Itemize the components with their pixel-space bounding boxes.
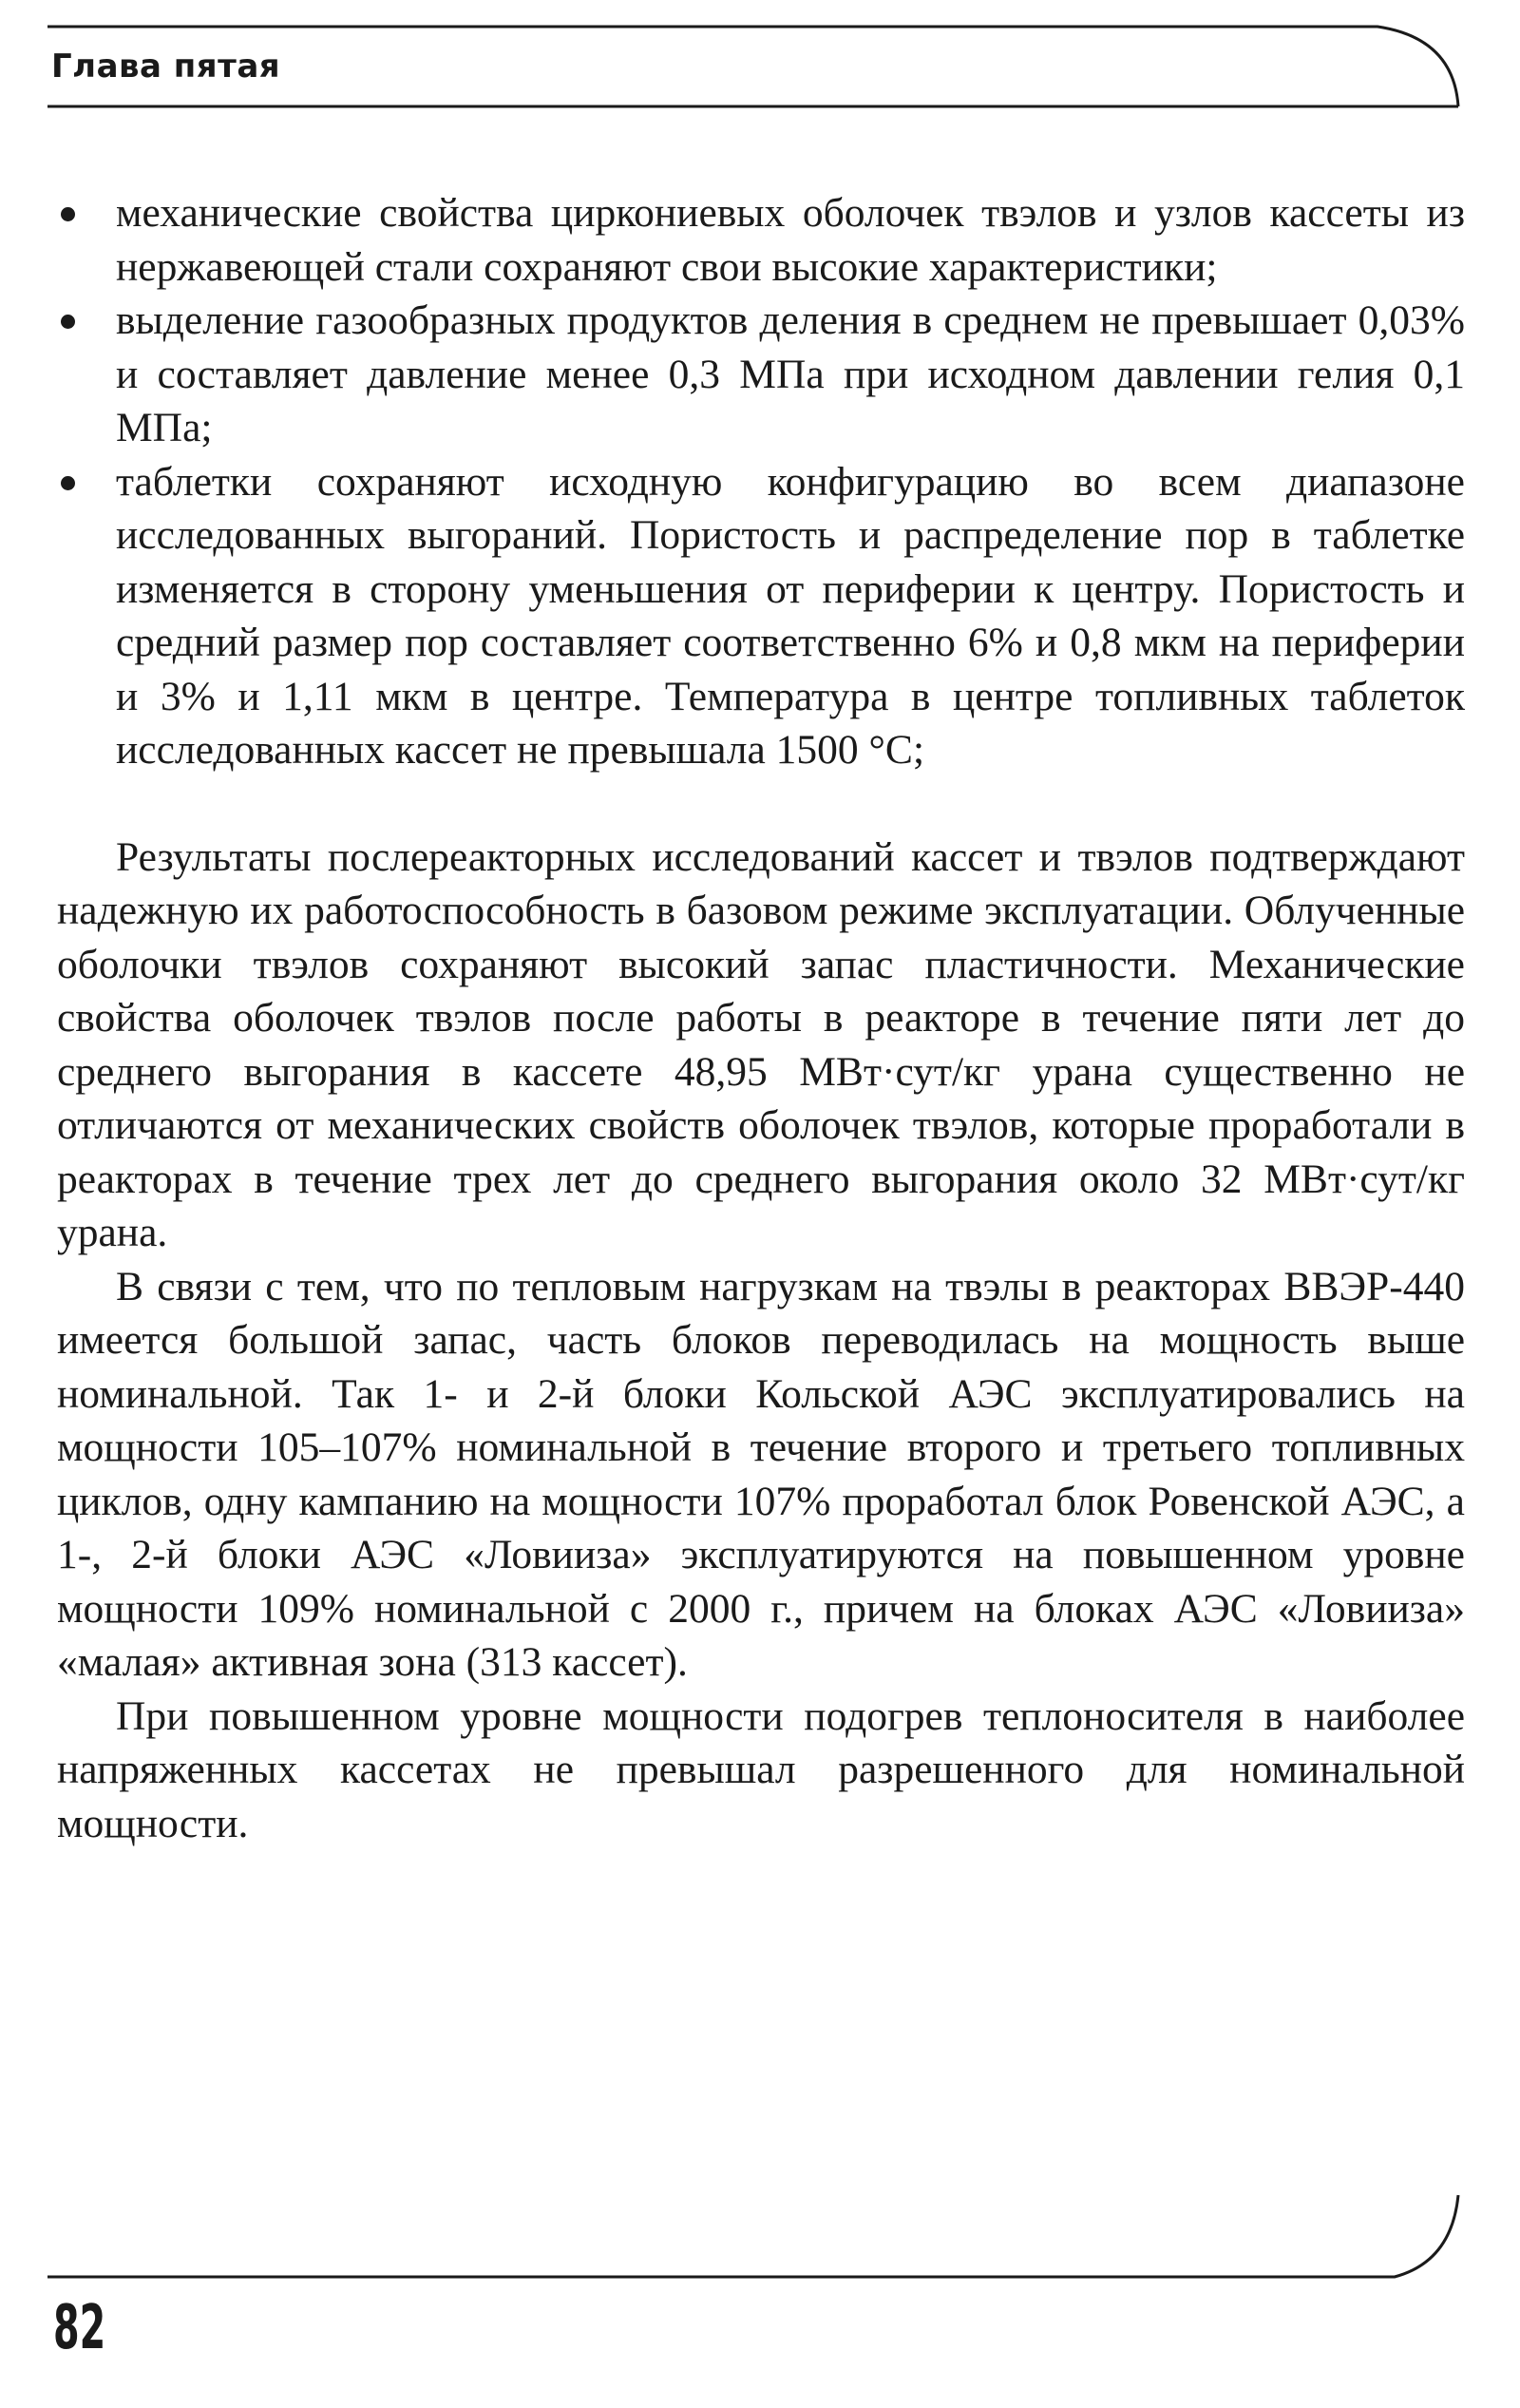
bullet-list bbox=[57, 186, 1465, 777]
bullet-icon bbox=[61, 315, 75, 329]
bullet-item bbox=[57, 455, 1465, 777]
bullet-item bbox=[57, 186, 1465, 294]
bullet-text: механические свойства циркониевых оболочек твэлов и узлов кассеты из нержавеющей стали сохраняют свои высокие характеристики; bbox=[116, 190, 1465, 290]
page-content bbox=[57, 186, 1465, 1850]
paragraph: При повышенном уровне мощности подогрев теплоносителя в наиболее напряженных кассетах не превышал разрешенного для номинальной мощности. bbox=[57, 1692, 1465, 1846]
bullet-icon bbox=[61, 207, 75, 221]
bullet-icon bbox=[61, 476, 75, 490]
bullet-item bbox=[57, 294, 1465, 455]
paragraph: В связи с тем, что по тепловым нагрузкам на твэлы в реакторах ВВЭР-440 имеется большой запас, часть блоков переводилась на мощность выше номинальной. Так 1- и 2-й блоки Кольской АЭС эксплуатировались на мощности 105–107% номинальной в течение второго и третьего топливных циклов, одну кампанию на мощности 107% проработал блок Ровенской АЭС, а 1-, 2-й блоки АЭС «Ловииза» эксплуатируются на повышенном уровне мощности 109% номинальной с 2000 г., причем на блоках АЭС «Ловииза» «малая» активная зона (313 кассет). bbox=[57, 1263, 1465, 1685]
running-header-title: Глава пятая bbox=[51, 48, 281, 86]
page-number: 82 bbox=[53, 2293, 106, 2363]
header-rule bbox=[0, 0, 1520, 124]
bullet-text: таблетки сохраняют исходную конфигурацию во всем диапазоне исследованных выгораний. Пористость и распределение пор в таблетке изменяется в сторону уменьшения от периферии к центру. Пористость и средний размер пор составляет соответственно 6% и 0,8 мкм на периферии и 3% и 1,11 мкм в центре. Температура в центре топливных таблеток исследованных кассет не превышала 1500 °С; bbox=[116, 458, 1465, 773]
paragraph: Результаты послереакторных исследований кассет и твэлов подтверждают надежную их работоспособность в базовом режиме эксплуатации. Облученные оболочки твэлов сохраняют высокий запас пластичности. Механические свойства оболочек твэлов после работы в реакторе в течение пяти лет до среднего выгорания в кассете 48,95 МВт·сут/кг урана существенно не отличаются от механических свойств оболочек твэлов, которые проработали в реакторах в течение трех лет до среднего выгорания около 32 МВт·сут/кг урана. bbox=[57, 833, 1465, 1255]
bullet-text: выделение газообразных продуктов деления в среднем не превышает 0,03% и составляет давление менее 0,3 МПа при исходном давлении гелия 0,1 МПа; bbox=[116, 297, 1465, 450]
